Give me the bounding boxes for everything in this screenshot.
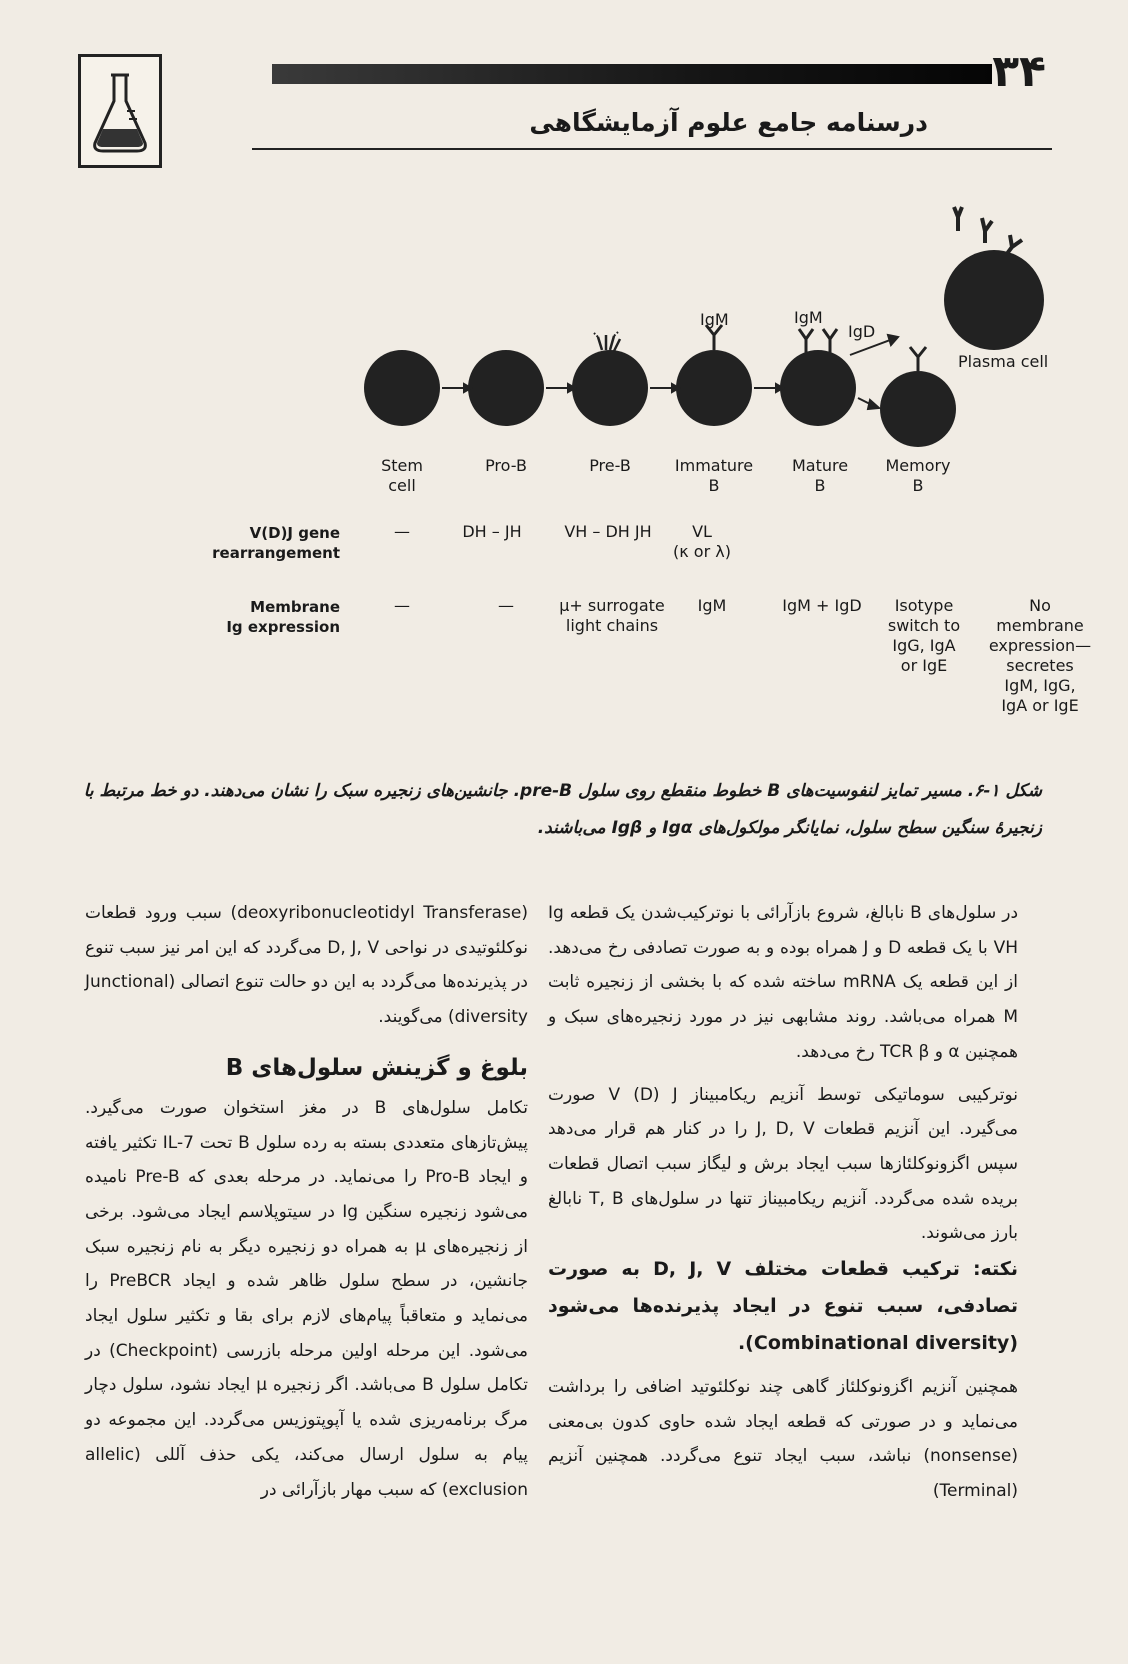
immature-b-cell — [676, 325, 752, 426]
right-column — [548, 896, 1018, 1509]
plasma-cell — [944, 207, 1044, 350]
membrane-title-2: Ig expression — [226, 618, 340, 636]
igm-mature-label: IgM — [794, 308, 823, 327]
page-number: ۳۴ — [992, 46, 1046, 97]
preb-label: Pre-B — [589, 456, 631, 475]
membrane-memory-1: Isotype — [894, 596, 954, 615]
mature-label-1: Mature — [791, 456, 849, 475]
section-heading: بلوغ و گزینش سلول‌های B — [225, 1054, 528, 1081]
membrane-preb-2: light chains — [565, 616, 659, 635]
membrane-prob: — — [498, 596, 514, 615]
membrane-plasma-2: membrane — [996, 616, 1084, 635]
figure-caption — [70, 773, 1042, 847]
mature-b-cell — [780, 329, 856, 426]
pre-b-cell — [572, 332, 648, 426]
left-paragraph-2: تکامل سلول‌های B در مغز استخوان صورت می‌گیرد. پیش‌تازهای متعددی بسته به رده سلول B تحت IL-7 تکثیر یافته و ایجاد Pro-B را می‌نماید. در مرحله بعدی که Pre-B نامیده می‌شود زنجیره سنگین Ig در سیتوپلاسم ایجاد می‌شود. برخی از زنجیره‌های µ به همراه دو زنجیره دیگر به نام زنجیره سبک جانشین، در سطح سلول ظاهر شده و ایجاد PreBCR را می‌نماید و متعاقباً پیام‌های لازم برای بقا و تکثیر سلول ایجاد می‌شود. این مرحله اولین مرحله بازرسی (Checkpoint) در تکامل سلول B می‌باشد. اگر زنجیره µ ایجاد نشود، سلول دچار مرگ برنامه‌ریزی شده یا آپوپتوزیس می‌گردد. این مجموعه دو پیام به سلول ارسال می‌کند، یکی حذف آللی (allelic exclusion) که سبب مهار بازآرائی در — [85, 1097, 529, 1500]
vdj-title-1: V(D)J gene — [249, 524, 340, 542]
memory-label-1: Memory — [885, 456, 951, 475]
igd-mature-label: IgD — [848, 322, 876, 341]
membrane-plasma-1: No — [1029, 596, 1051, 615]
note-paragraph: نکته: ترکیب قطعات مختلف D, J, V به صورت تصادفی، سبب تنوع در ایجاد پذیرنده‌ها می‌شود (Combinational diversity). — [548, 1258, 1018, 1355]
flask-icon — [81, 57, 159, 165]
membrane-plasma-4: secretes — [1006, 656, 1074, 675]
book-title: درسنامه جامع علوم آزمایشگاهی — [529, 108, 928, 137]
igm-immature-label: IgM — [700, 310, 729, 329]
plasma-cell-label: Plasma cell — [958, 352, 1049, 371]
membrane-plasma-5: IgM, IgG, — [1004, 676, 1076, 695]
right-paragraph-1: در سلول‌های B نابالغ، شروع بازآرائی با نوترکیب‌شدن یک قطعه Ig VH با یک قطعه D و J همراه بوده و به صورت تصادفی رخ می‌دهد. از این قطعه یک mRNA ساخته شده که با بخشی از زنجیره ثابت M همراه می‌باشد. روند مشابهی نیز در مورد زنجیره‌های سبک و همچنین α و TCR β رخ می‌دهد. — [548, 903, 1019, 1062]
memory-label-2: B — [912, 476, 924, 495]
vdj-preb: VH – DH JH — [564, 522, 652, 541]
right-paragraph-3: همچنین آنزیم اگزونوکلئاز گاهی چند نوکلئوتید اضافی را برداشت می‌نماید و در صورتی که قطعه ایجاد شده حاوی کدون بی‌معنی (nonsense) نباشد، سبب ایجاد تنوع می‌گردد. همچنین آنزیم (Terminal) — [548, 1377, 1018, 1502]
membrane-memory-2: switch to — [887, 616, 961, 635]
header-bar — [272, 64, 992, 84]
vdj-immature-1: VL — [692, 522, 712, 541]
immature-label-1: Immature — [674, 456, 754, 475]
right-paragraph-2: نوترکیبی سوماتیکی توسط آنزیم ریکامبیناز V (D) J صورت می‌گیرد. این آنزیم قطعات J, D, V را در کنار هم قرار می‌دهد سپس اگزونوکلئازها سبب ایجاد برش و لیگاز سبب اتصال قطعات بریده شده می‌گردد. آنزیم ریکامبیناز تنها در سلول‌های T, B نابالغ بارز می‌شوند. — [548, 1084, 1018, 1244]
pro-b-cell — [468, 350, 544, 426]
vdj-prob: DH – JH — [462, 522, 522, 541]
prob-label: Pro-B — [485, 456, 527, 475]
logo — [78, 54, 162, 168]
caption-line-1: شکل ۱-۶. مسیر تمایز لنفوسیت‌های B خطوط منقطع روی سلول pre-B. جانشین‌های زنجیره سبک را نشان می‌دهند. دو خط مرتبط با — [83, 781, 1042, 801]
left-column — [85, 896, 528, 1507]
stem-label-2: cell — [388, 476, 416, 495]
stem-label-1: Stem — [381, 456, 423, 475]
memory-b-cell — [880, 347, 956, 447]
b-cell-differentiation-figure — [210, 195, 1092, 755]
membrane-immature: IgM — [697, 596, 727, 615]
vdj-immature-2: (κ or λ) — [673, 542, 731, 561]
membrane-plasma-6: IgA or IgE — [1001, 696, 1079, 715]
left-paragraph-1: (deoxyribonucleotidyl Transferase) سبب ورود قطعات نوکلئوتیدی در نواحی D, J, V می‌گردد که این امر نیز سبب تنوع در پذیرنده‌ها می‌گردد به این دو حالت تنوع اتصالی (Junctional diversity) می‌گویند. — [85, 903, 528, 1028]
mature-label-2: B — [814, 476, 826, 495]
membrane-memory-3: IgG, IgA — [892, 636, 956, 655]
membrane-memory-4: or IgE — [900, 656, 948, 675]
stem-cell — [364, 350, 440, 426]
membrane-title-1: Membrane — [250, 598, 340, 616]
membrane-mature: IgM + IgD — [782, 596, 862, 615]
membrane-preb-1: µ+ surrogate — [559, 596, 665, 615]
header-rule — [252, 148, 1052, 150]
membrane-plasma-3: expression— — [988, 636, 1092, 655]
immature-label-2: B — [708, 476, 720, 495]
vdj-title-2: rearrangement — [212, 544, 340, 562]
membrane-stem: — — [394, 596, 410, 615]
vdj-stem: — — [394, 522, 410, 541]
caption-line-2: زنجیرهٔ سنگین سطح سلول، نمایانگر مولکول‌های Igα و Igβ می‌باشند. — [537, 818, 1042, 838]
